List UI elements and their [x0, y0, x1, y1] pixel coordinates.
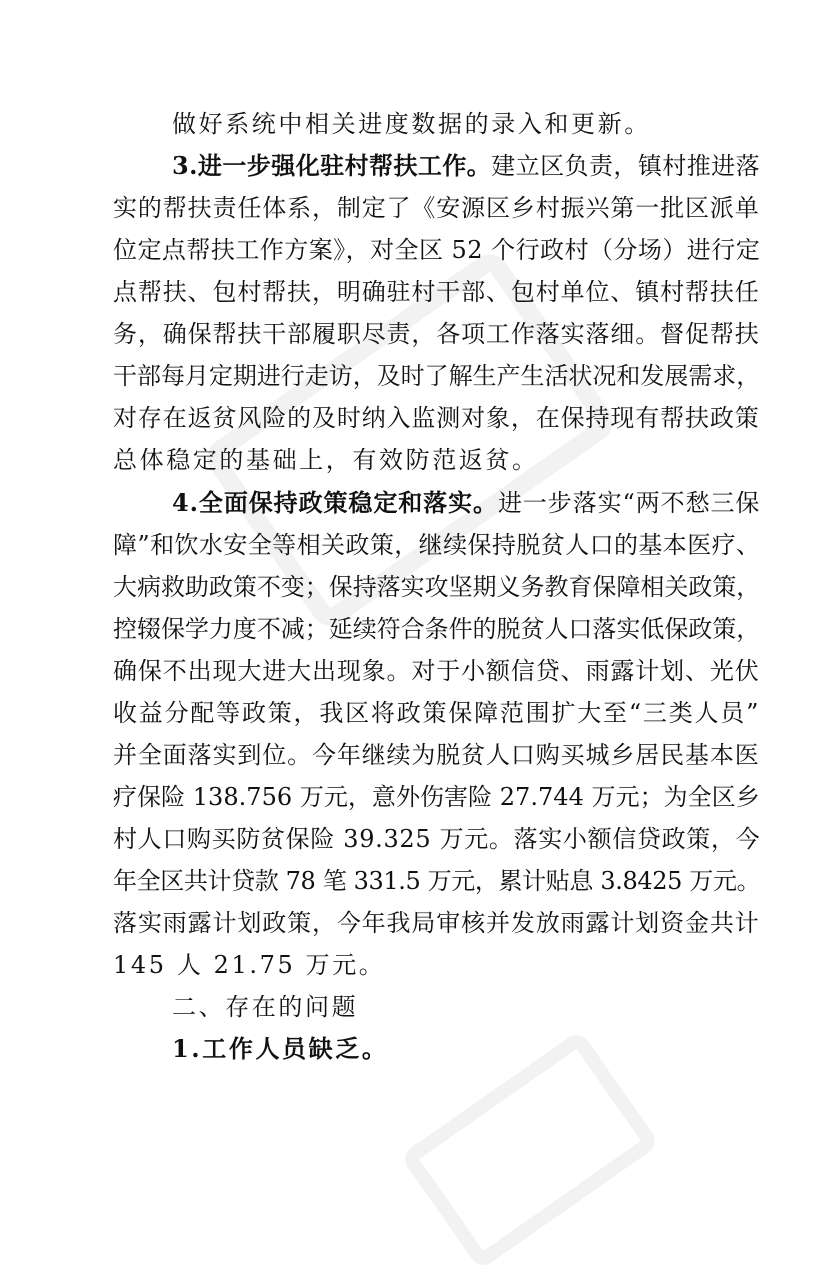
section-heading: 4.全面保持政策稳定和落实。 [172, 488, 498, 517]
text-line: 控辍保学力度不减；延续符合条件的脱贫人口落实低保政策， [113, 615, 761, 643]
text-line: 大病救助政策不变；保持落实攻坚期义务教育保障相关政策， [113, 573, 761, 601]
text-line: 总体稳定的基础上，有效防范返贫。 [113, 446, 539, 474]
text-line: 位定点帮扶工作方案》，对全区 52 个行政村（分场）进行定 [113, 236, 761, 264]
text-line: 做好系统中相关进度数据的录入和更新。 [172, 110, 651, 138]
text-line: 干部每月定期进行走访，及时了解生产生活状况和发展需求， [113, 362, 761, 390]
section-heading-line: 3.进一步强化驻村帮扶工作。建立区负责，镇村推进落 [172, 151, 761, 180]
text-line: 年全区共计贷款 78 笔 331.5 万元，累计贴息 3.8425 万元。 [113, 867, 761, 895]
text-line: 落实雨露计划政策，今年我局审核并发放雨露计划资金共计 [113, 909, 760, 937]
text-line: 障”和饮水安全等相关政策，继续保持脱贫人口的基本医疗、 [113, 531, 761, 559]
text-line: 疗保险 138.756 万元，意外伤害险 27.744 万元；为全区乡 [113, 783, 760, 811]
text-line: 确保不出现大进大出现象。对于小额信贷、雨露计划、光伏 [113, 657, 760, 685]
section-heading: 3.进一步强化驻村帮扶工作。 [172, 151, 492, 180]
text-line: 145 人 21.75 万元。 [113, 951, 386, 979]
text-line: 对存在返贫风险的及时纳入监测对象，在保持现有帮扶政策 [113, 404, 760, 432]
text-line: 村人口购买防贫保险 39.325 万元。落实小额信贷政策，今 [113, 825, 761, 853]
subsection-title: 1.工作人员缺乏。 [172, 1034, 389, 1063]
watermark [400, 1030, 661, 1270]
text-line: 并全面落实到位。今年继续为脱贫人口购买城乡居民基本医 [113, 741, 760, 769]
text-line: 点帮扶、包村帮扶，明确驻村干部、包村单位、镇村帮扶任 [113, 278, 760, 306]
text-line: 收益分配等政策，我区将政策保障范围扩大至“三类人员” [113, 699, 761, 727]
text-line: 实的帮扶责任体系，制定了《安源区乡村振兴第一批区派单 [113, 194, 760, 222]
text-line: 务，确保帮扶干部履职尽责，各项工作落实落细。督促帮扶 [113, 320, 760, 348]
section-title: 二、存在的问题 [172, 993, 359, 1021]
section-heading-line: 4.全面保持政策稳定和落实。进一步落实“两不愁三保 [172, 488, 761, 517]
